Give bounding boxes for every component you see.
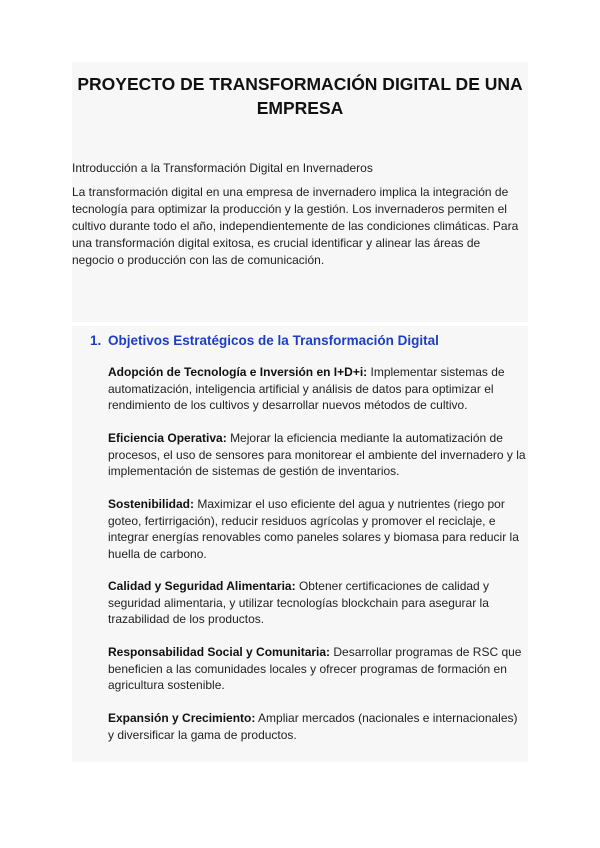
objective-label: Responsabilidad Social y Comunitaria: [108,645,331,659]
section-number: 1. [90,333,102,348]
objective-social [108,644,526,694]
intro-heading: Introducción a la Transformación Digital en Invernaderos [72,161,373,175]
objective-text: Maximizar el uso eficiente del agua y nutrientes (riego por goteo, fertirrigación), reducir residuos agrícolas y promover el reciclaje, e integrar energías renovables como paneles solares y biomasa para reducir la huella de carbono. [108,497,519,561]
objective-label: Calidad y Seguridad Alimentaria: [108,579,296,593]
objective-efficiency [108,430,526,480]
objective-label: Expansión y Crecimiento: [108,711,256,725]
objective-quality [108,578,526,628]
title-block [72,62,528,146]
section-heading [90,332,439,350]
objectives-section [72,326,528,762]
objective-text: Implementar sistemas de automatización, inteligencia artificial y análisis de datos para optimizar el rendimiento de los cultivos y desarrollar nuevos métodos de cultivo. [108,365,505,412]
document-title: PROYECTO DE TRANSFORMACIÓN DIGITAL DE UNA EMPRESA [77,74,523,118]
objective-label: Eficiencia Operativa: [108,431,227,445]
objective-label: Sostenibilidad: [108,497,195,511]
objective-expansion [108,710,526,743]
objective-text: Desarrollar programas de RSC que beneficien a las comunidades locales y ofrecer programas de formación en agricultura sostenible. [108,645,522,692]
objective-sustainability [108,496,526,562]
objective-text: Obtener certificaciones de calidad y seguridad alimentaria, y utilizar tecnologías blockchain para asegurar la trazabilidad de los productos. [108,579,490,626]
objective-technology [108,364,526,414]
intro-block [72,146,528,322]
objective-text: Mejorar la eficiencia mediante la automatización de procesos, el uso de sensores para monitorear el ambiente del invernadero y la implementación de sistemas de gestión de inventarios. [108,431,526,478]
intro-paragraph: La transformación digital en una empresa de invernadero implica la integración de tecnología para optimizar la producción y la gestión. Los invernaderos permiten el cultivo durante todo el año, independientemente de las condiciones climáticas. Para una transformación digital exitosa, es crucial identificar y alinear las áreas de negocio o producción con las de comunicación. [72,185,519,267]
objective-text: Ampliar mercados (nacionales e internacionales) y diversificar la gama de productos. [108,711,518,742]
objective-label: Adopción de Tecnología e Inversión en I+D+i: [108,365,368,379]
section-title: Objetivos Estratégicos de la Transformación Digital [108,333,439,348]
